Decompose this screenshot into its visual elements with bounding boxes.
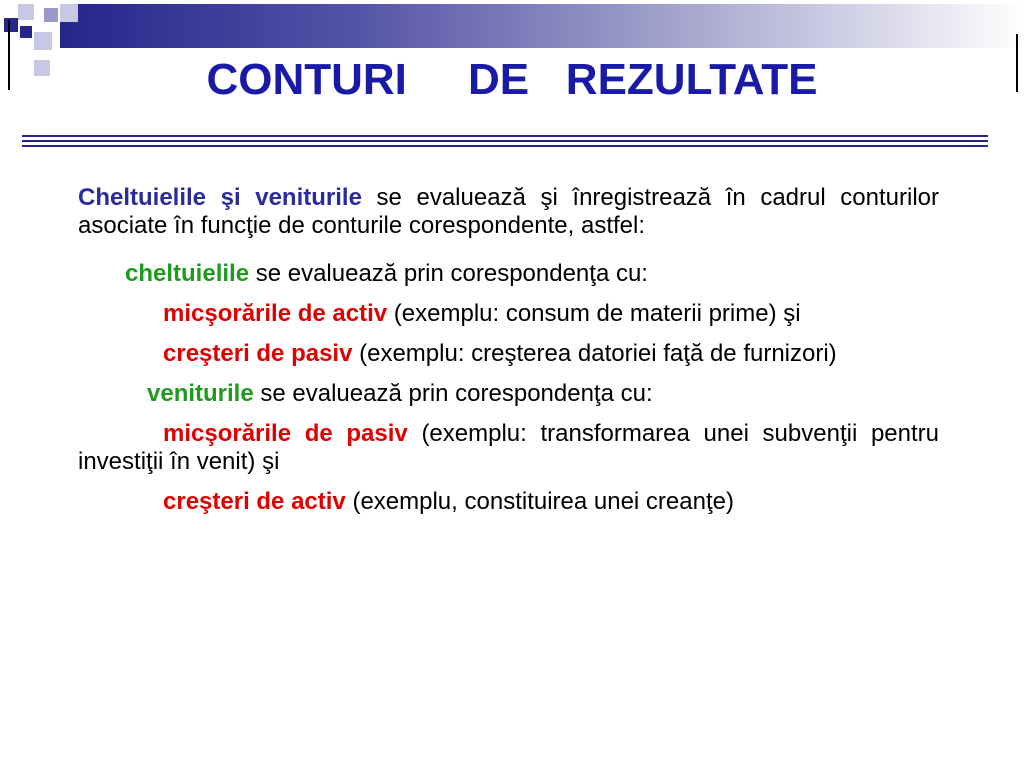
slide-body: [78, 184, 939, 528]
revenues-item-text: (exemplu: transformarea unei subvenţii pentru investiţii în venit) şi: [78, 420, 939, 475]
revenues-item: [78, 488, 939, 516]
slide-title: CONTURI DE REZULTATE: [206, 55, 818, 104]
revenues-item-term: micşorările de pasiv: [163, 420, 408, 447]
revenues-heading: [78, 380, 939, 408]
revenues-label: veniturile: [147, 380, 254, 407]
expenses-item-term: micşorările de activ: [163, 300, 388, 327]
expenses-heading: [78, 260, 939, 288]
decorative-square: [18, 4, 34, 20]
expenses-item-term: creşteri de pasiv: [163, 340, 353, 367]
decorative-square: [34, 32, 52, 50]
revenues-item-text: (exemplu, constituirea unei creanţe): [345, 488, 734, 515]
decorative-square: [4, 18, 18, 32]
title-rule: [22, 145, 988, 147]
expenses-item-text: (exemplu: creşterea datoriei faţă de furnizori): [352, 340, 837, 367]
revenues-text: se evaluează prin corespondenţa cu:: [253, 380, 653, 407]
expenses-item-text: (exemplu: consum de materii prime) şi: [387, 300, 801, 327]
revenues-item-term: creşteri de activ: [163, 488, 346, 515]
expenses-label: cheltuielile: [125, 260, 250, 287]
intro-highlight: Cheltuielile şi veniturile: [78, 184, 362, 211]
revenues-item: [78, 420, 939, 476]
header-gradient-bar: [60, 4, 1024, 48]
decorative-square: [44, 8, 58, 22]
expenses-item: [78, 340, 939, 368]
decorative-square: [20, 26, 32, 38]
expenses-item: [78, 300, 939, 328]
title-rule: [22, 140, 988, 142]
intro-paragraph: [78, 184, 939, 240]
expenses-text: se evaluează prin corespondenţa cu:: [249, 260, 648, 287]
intro-text: se evaluează şi înregistrează în cadrul conturilor asociate în funcţie de conturile corespondente, astfel:: [78, 184, 940, 239]
decorative-square: [60, 4, 78, 22]
title-rule: [22, 135, 988, 137]
